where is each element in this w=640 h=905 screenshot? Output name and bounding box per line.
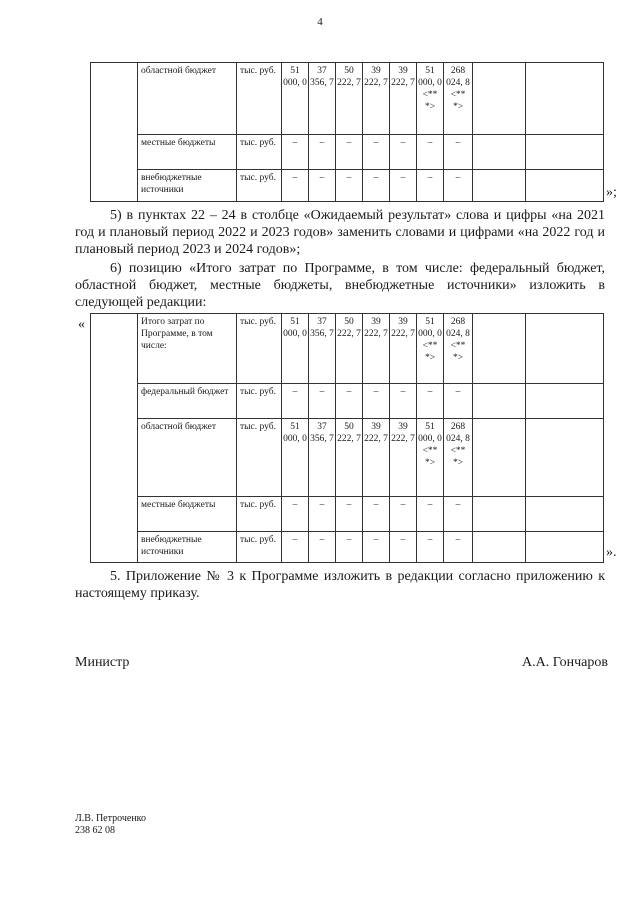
value-cell: 37 356, 7 — [309, 419, 336, 497]
executor-name: Л.В. Петроченко — [75, 813, 147, 824]
merged-number-cell — [91, 63, 138, 202]
empty-cell — [526, 497, 604, 532]
value-cell: 51 000, 0 <** *> — [417, 314, 444, 384]
value-cell: – — [363, 532, 390, 563]
row-label: местные бюджеты — [138, 497, 237, 532]
unit-cell: тыс. руб. — [237, 170, 282, 202]
value-cell: 39 222, 7 — [363, 419, 390, 497]
value-cell: 39 222, 7 — [390, 314, 417, 384]
value-cell: 39 222, 7 — [390, 419, 417, 497]
empty-cell — [473, 63, 526, 135]
value-cell: – — [282, 532, 309, 563]
unit-cell: тыс. руб. — [237, 419, 282, 497]
value-cell: – — [390, 135, 417, 170]
row-label: федеральный бюджет — [138, 384, 237, 419]
value-cell: – — [363, 170, 390, 202]
table-row — [91, 135, 604, 170]
empty-cell — [473, 314, 526, 384]
row-label: местные бюджеты — [138, 135, 237, 170]
table-row — [91, 532, 604, 563]
value-cell: – — [309, 497, 336, 532]
value-cell: 50 222, 7 — [336, 419, 363, 497]
unit-cell: тыс. руб. — [237, 135, 282, 170]
value-cell: – — [390, 384, 417, 419]
executor-phone: 238 62 08 — [75, 825, 115, 836]
value-cell: 39 222, 7 — [363, 314, 390, 384]
empty-cell — [526, 63, 604, 135]
table-row — [91, 170, 604, 202]
closing-quote-mark: »; — [606, 185, 617, 200]
row-label: внебюджетные источники — [138, 532, 237, 563]
row-label: областной бюджет — [138, 63, 237, 135]
closing-quote-mark-2: ». — [606, 545, 617, 560]
signature-position: Министр — [75, 655, 130, 670]
value-cell: – — [444, 135, 473, 170]
empty-cell — [473, 497, 526, 532]
value-cell: 37 356, 7 — [309, 63, 336, 135]
paragraph-item-5: 5) в пунктах 22 – 24 в столбце «Ожидаемый результат» слова и цифры «на 2021 год и плановый период 2022 и 2023 годов» заменить словами и цифрами «на 2022 год и плановый период 2023 и 2024 годов»; — [75, 208, 605, 257]
value-cell: – — [309, 170, 336, 202]
value-cell: – — [390, 497, 417, 532]
table-row — [91, 419, 604, 497]
value-cell: 268 024, 8 <** *> — [444, 419, 473, 497]
empty-cell — [526, 419, 604, 497]
budget-table-new-edition — [90, 313, 604, 563]
table-row — [91, 384, 604, 419]
value-cell: 51 000, 0 — [282, 419, 309, 497]
value-cell: 51 000, 0 <** *> — [417, 63, 444, 135]
opening-quote-mark: « — [78, 317, 85, 332]
value-cell: – — [363, 497, 390, 532]
row-label: внебюджетные источники — [138, 170, 237, 202]
value-cell: 50 222, 7 — [336, 314, 363, 384]
paragraph-appendix: 5. Приложение № 3 к Программе изложить в редакции согласно приложению к настоящему приказу. — [75, 569, 605, 601]
value-cell: 268 024, 8 <** *> — [444, 63, 473, 135]
value-cell: – — [336, 135, 363, 170]
table-row — [91, 314, 604, 384]
value-cell: – — [336, 384, 363, 419]
value-cell: – — [282, 497, 309, 532]
value-cell: – — [390, 170, 417, 202]
merged-number-cell — [91, 314, 138, 563]
value-cell: – — [336, 170, 363, 202]
value-cell: – — [390, 532, 417, 563]
empty-cell — [526, 384, 604, 419]
value-cell: – — [444, 384, 473, 419]
value-cell: 39 222, 7 — [390, 63, 417, 135]
unit-cell: тыс. руб. — [237, 63, 282, 135]
value-cell: 51 000, 0 — [282, 314, 309, 384]
value-cell: – — [282, 170, 309, 202]
value-cell: 268 024, 8 <** *> — [444, 314, 473, 384]
value-cell: – — [417, 497, 444, 532]
value-cell: – — [444, 497, 473, 532]
value-cell: – — [417, 384, 444, 419]
value-cell: – — [444, 532, 473, 563]
value-cell: – — [282, 135, 309, 170]
empty-cell — [526, 314, 604, 384]
value-cell: – — [444, 170, 473, 202]
row-label: областной бюджет — [138, 419, 237, 497]
unit-cell: тыс. руб. — [237, 314, 282, 384]
table-row — [91, 497, 604, 532]
value-cell: – — [363, 135, 390, 170]
value-cell: – — [363, 384, 390, 419]
empty-cell — [473, 532, 526, 563]
value-cell: – — [336, 497, 363, 532]
empty-cell — [473, 419, 526, 497]
empty-cell — [473, 135, 526, 170]
empty-cell — [473, 170, 526, 202]
signature-name: А.А. Гончаров — [522, 655, 608, 670]
unit-cell: тыс. руб. — [237, 532, 282, 563]
value-cell: 51 000, 0 <** *> — [417, 419, 444, 497]
unit-cell: тыс. руб. — [237, 384, 282, 419]
value-cell: 50 222, 7 — [336, 63, 363, 135]
page-number: 4 — [317, 16, 323, 28]
value-cell: – — [417, 170, 444, 202]
value-cell: 51 000, 0 — [282, 63, 309, 135]
value-cell: – — [417, 135, 444, 170]
value-cell: – — [309, 532, 336, 563]
value-cell: 37 356, 7 — [309, 314, 336, 384]
budget-table-continuation — [90, 62, 604, 202]
empty-cell — [526, 532, 604, 563]
empty-cell — [526, 170, 604, 202]
table-row — [91, 63, 604, 135]
value-cell: – — [309, 384, 336, 419]
unit-cell: тыс. руб. — [237, 497, 282, 532]
empty-cell — [526, 135, 604, 170]
value-cell: 39 222, 7 — [363, 63, 390, 135]
row-label: Итого затрат по Программе, в том числе: — [138, 314, 237, 384]
value-cell: – — [336, 532, 363, 563]
value-cell: – — [417, 532, 444, 563]
value-cell: – — [282, 384, 309, 419]
paragraph-item-6: 6) позицию «Итого затрат по Программе, в том числе: федеральный бюджет, областной бюджет, местные бюджеты, внебюджетные источники» изложить в следующей редакции: — [75, 261, 605, 310]
value-cell: – — [309, 135, 336, 170]
empty-cell — [473, 384, 526, 419]
